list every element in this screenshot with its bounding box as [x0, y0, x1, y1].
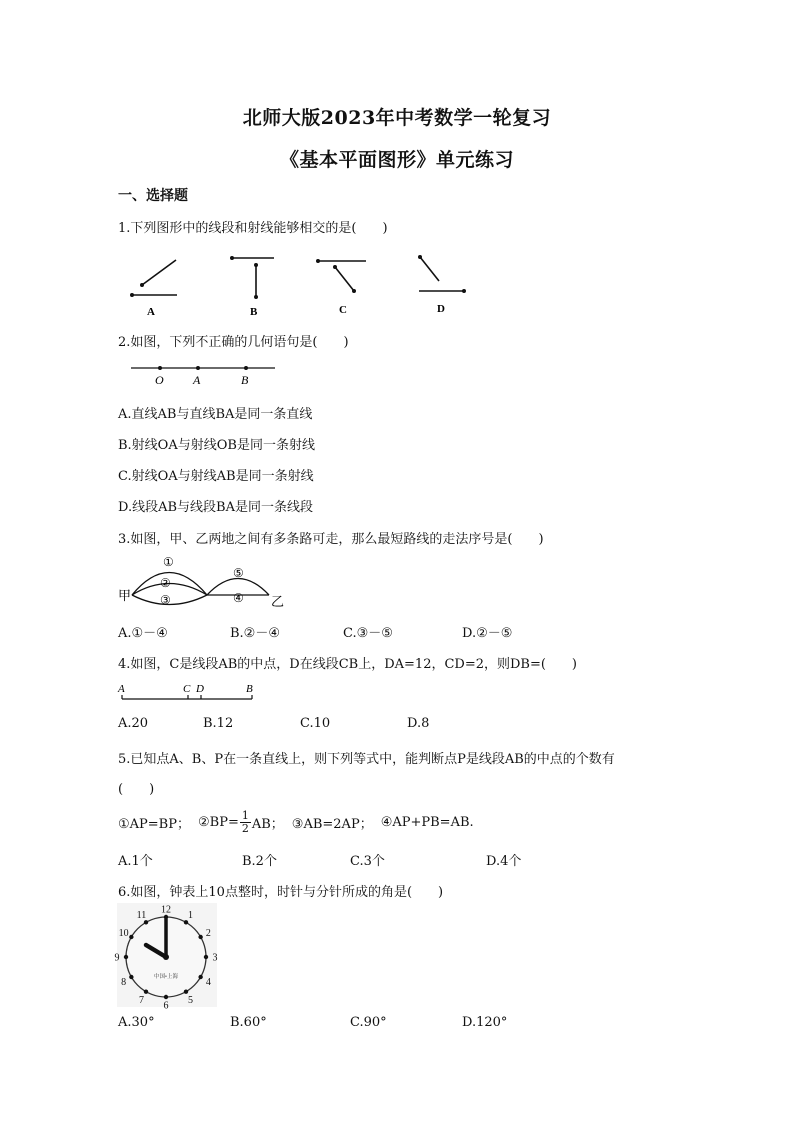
clock-hour-dot [198, 975, 202, 979]
q6-option-d[interactable]: D.120° [462, 1015, 508, 1030]
q3-option-c[interactable]: C.③－⑤ [343, 626, 393, 641]
question-4-stem: 4.如图，C是线段AB的中点，D在线段CB上，DA=12，CD=2，则DB=( ) [118, 657, 578, 672]
q6-option-c[interactable]: C.90° [350, 1015, 387, 1030]
q4-label-c: C [183, 683, 191, 695]
q4-option-b[interactable]: B.12 [203, 716, 234, 731]
clock-hour-dot [144, 989, 148, 993]
q4-label-b: B [246, 683, 253, 695]
q3-route-4: ④ [233, 591, 244, 605]
clock-number: 4 [205, 977, 211, 988]
q4-label-a: A [118, 683, 125, 695]
clock-number: 1 [188, 910, 193, 922]
question-6-stem: 6.如图，钟表上10点整时，时针与分针所成的角是( ) [118, 885, 444, 900]
question-5-stem-cont: ( ) [118, 782, 155, 797]
q1-label-b: B [250, 306, 258, 318]
q5-condition-3: ③AB=2AP； [291, 816, 373, 832]
q5-condition-4: ④AP+PB=AB. [380, 814, 474, 830]
question-1-figure [120, 245, 480, 325]
clock-number: 10 [118, 928, 129, 939]
clock-hour-dot [204, 955, 208, 959]
q5-option-b[interactable]: B.2个 [242, 854, 277, 869]
clock-number: 9 [114, 952, 120, 964]
clock-number: 7 [139, 994, 144, 1006]
q6-option-b[interactable]: B.60° [230, 1015, 267, 1030]
q1-label-c: C [339, 304, 347, 316]
question-3-figure [117, 552, 292, 610]
q5-option-d[interactable]: D.4个 [486, 854, 522, 869]
q3-option-b[interactable]: B.②－④ [230, 626, 280, 641]
q3-label-yi: 乙 [271, 594, 285, 609]
q2-option-d[interactable]: D.线段AB与线段BA是同一条线段 [118, 500, 313, 515]
question-2-figure [128, 360, 278, 390]
q5-fraction [240, 810, 251, 835]
q2-option-a[interactable]: A.直线AB与直线BA是同一条直线 [118, 407, 313, 422]
clock-number: 3 [212, 952, 218, 964]
q2-label-a: A [193, 373, 201, 387]
q2-label-o: O [155, 373, 164, 387]
clock-number: 11 [136, 910, 147, 922]
clock-hour-dot [198, 935, 202, 939]
q3-route-2: ② [160, 576, 171, 590]
question-1-stem: 1.下列图形中的线段和射线能够相交的是( ) [118, 221, 388, 236]
clock-number: 8 [121, 977, 127, 988]
document-title-line1: 北师大版2023年中考数学一轮复习 [242, 107, 552, 129]
q5-fraction-numerator: 1 [241, 808, 249, 822]
q3-option-d[interactable]: D.②－⑤ [462, 626, 513, 641]
q4-option-a[interactable]: A.20 [118, 716, 149, 731]
q5-option-c[interactable]: C.3个 [350, 854, 385, 869]
q1-label-d: D [437, 303, 445, 315]
question-5-stem: 5.已知点A、B、P在一条直线上，则下列等式中，能判断点P是线段AB的中点的个数有 [118, 752, 615, 767]
clock-hour-dot [124, 955, 128, 959]
q4-label-d: D [196, 683, 204, 695]
clock-number: 5 [188, 994, 193, 1006]
question-4-figure [117, 680, 262, 706]
q4-option-c[interactable]: C.10 [300, 716, 331, 731]
q2-option-c[interactable]: C.射线OA与射线AB是同一条射线 [118, 469, 314, 484]
question-6-clock-figure [114, 903, 218, 1012]
clock-number: 12 [161, 904, 171, 916]
section-heading: 一、选择题 [118, 188, 188, 204]
question-5-conditions [118, 804, 474, 840]
q2-option-b[interactable]: B.射线OA与射线OB是同一条射线 [118, 438, 315, 453]
q2-label-b: B [241, 373, 249, 387]
q3-route-3: ③ [160, 593, 171, 607]
clock-hour-dot [129, 975, 133, 979]
question-2-stem: 2.如图，下列不正确的几何语句是( ) [118, 335, 349, 350]
q4-option-d[interactable]: D.8 [407, 716, 430, 731]
document-title-line2: 《基本平面图形》单元练习 [279, 149, 514, 171]
q6-option-a[interactable]: A.30° [118, 1015, 155, 1030]
q5-condition-1: ①AP=BP； [118, 816, 190, 832]
clock-number: 2 [205, 928, 211, 939]
q5-fraction-denominator: 2 [241, 821, 249, 835]
clock-brand: 中国•上海 [154, 974, 178, 980]
q5-option-a[interactable]: A.1个 [118, 854, 153, 869]
q3-route-1: ① [163, 555, 174, 569]
q3-label-jia: 甲 [118, 588, 132, 603]
question-3-stem: 3.如图，甲、乙两地之间有多条路可走，那么最短路线的走法序号是( ) [118, 532, 544, 547]
q3-option-a[interactable]: A.①－④ [118, 626, 168, 641]
q5-condition-2-suffix: AB； [251, 816, 284, 832]
q5-condition-2-prefix: ②BP= [197, 814, 239, 830]
clock-hour-dot [164, 995, 168, 999]
clock-hour-dot [184, 989, 188, 993]
q3-route-5: ⑤ [233, 566, 244, 580]
q1-label-a: A [147, 306, 155, 318]
clock-number: 6 [163, 1000, 169, 1012]
clock-hour-dot [129, 935, 133, 939]
